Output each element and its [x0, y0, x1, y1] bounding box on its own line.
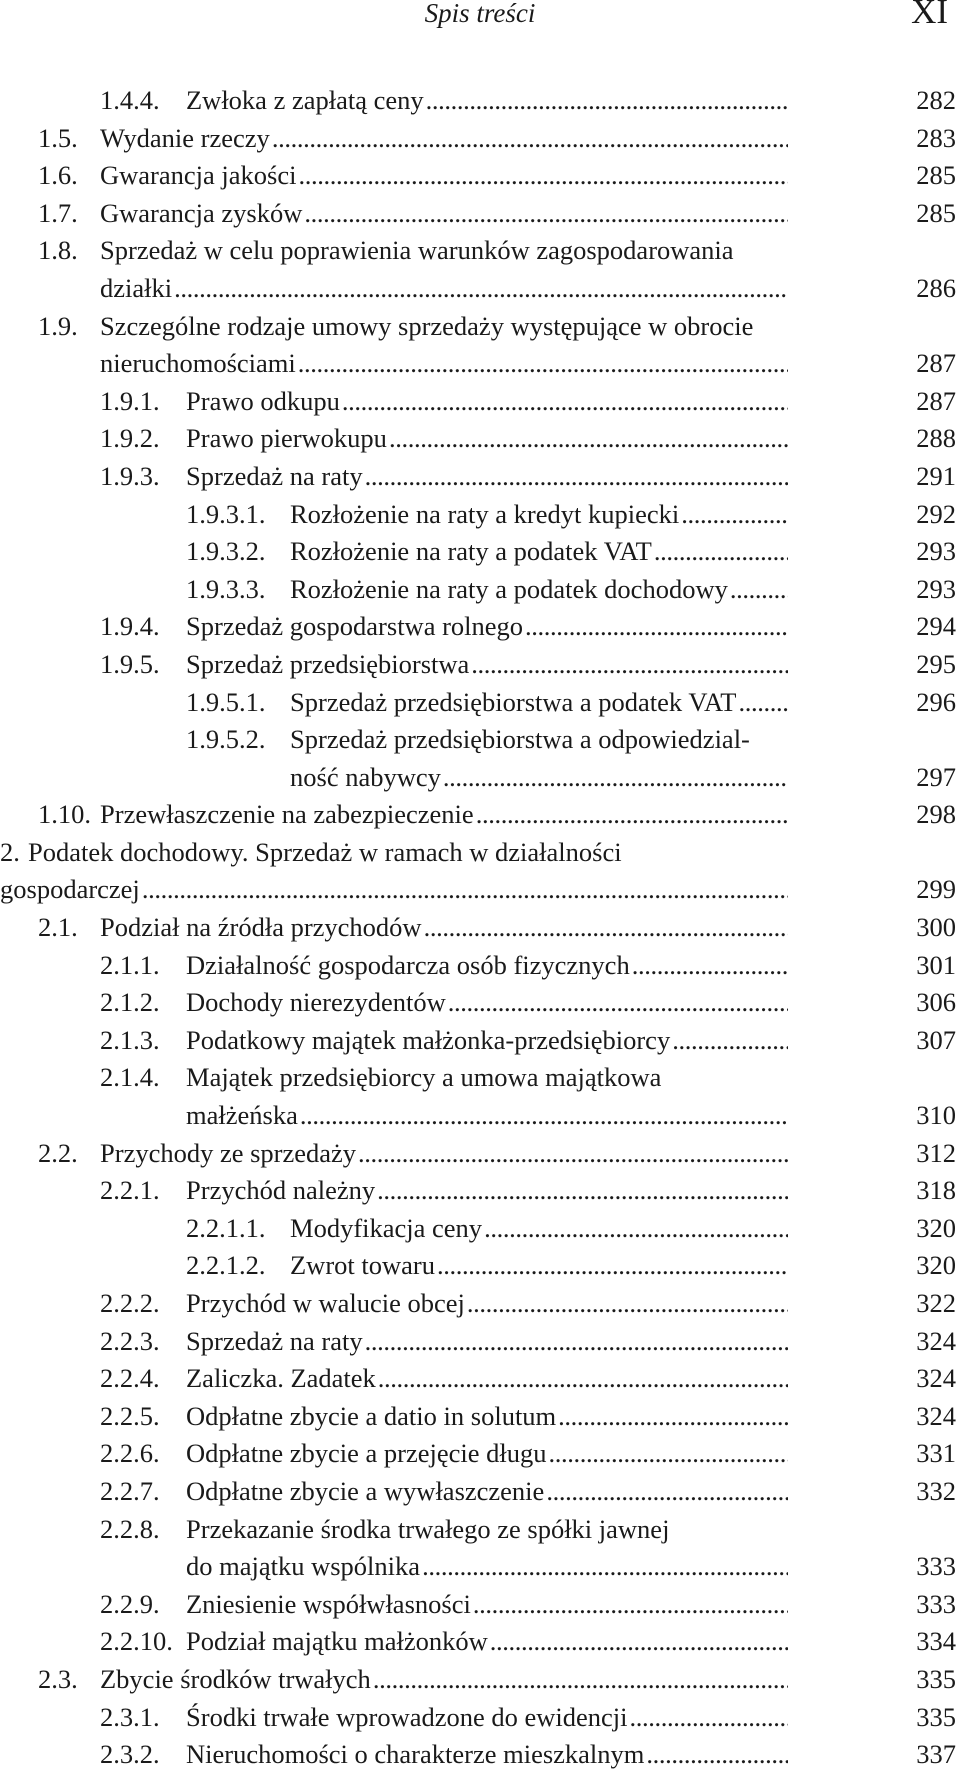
toc-entry[interactable]	[0, 608, 960, 646]
dot-leader	[630, 1699, 788, 1737]
toc-entry[interactable]	[0, 1210, 960, 1248]
toc-entry-number: 2.2.2.	[100, 1288, 160, 1318]
toc-entry[interactable]	[0, 1323, 960, 1361]
toc-entry[interactable]	[0, 1398, 960, 1436]
toc-entry-page: 287	[916, 348, 956, 379]
toc-entry-page: 283	[916, 122, 956, 153]
toc-entry-title: Nieruchomości o charakterze mieszkalnym	[186, 1739, 645, 1770]
toc-entry[interactable]	[0, 82, 960, 120]
toc-entry[interactable]	[0, 1172, 960, 1210]
toc-entry[interactable]	[0, 984, 960, 1022]
toc-entry-number: 1.9.3.3.	[186, 573, 266, 604]
toc-entry-number: 2.2.1.1.	[186, 1212, 266, 1243]
toc-entry-number: 1.9.2.	[100, 423, 160, 454]
toc-entry[interactable]	[0, 1059, 960, 1134]
toc-entry-number: 1.9.3.2.	[186, 536, 266, 567]
toc-entry-page: 282	[916, 85, 956, 115]
toc-entry[interactable]	[0, 496, 960, 534]
toc-entry-number: 1.9.3.1.	[186, 498, 266, 529]
toc-entry[interactable]	[0, 420, 960, 458]
toc-entry-title: Zwrot towaru	[290, 1250, 435, 1281]
dot-leader	[365, 1323, 788, 1361]
dot-leader	[174, 270, 788, 308]
toc-entry-number: 2.3.	[38, 1663, 78, 1694]
toc-entry-page: 287	[916, 385, 956, 416]
toc-entry-title: Przewłaszczenie na zabezpieczenie	[100, 799, 474, 830]
toc-entry-title: Gwarancja zysków	[100, 197, 303, 228]
dot-leader	[476, 796, 788, 834]
table-of-contents	[0, 82, 960, 1774]
toc-entry-title: Przychody ze sprzedaży	[100, 1137, 357, 1168]
dot-leader	[378, 1360, 788, 1398]
dot-leader	[342, 383, 788, 421]
dot-leader	[389, 420, 788, 458]
toc-entry-number: 2.2.4.	[100, 1363, 160, 1394]
toc-entry-title: Sprzedaż na raty	[186, 460, 363, 491]
toc-entry-title: Podatkowy majątek małżonka-przedsiębiorcy	[186, 1024, 671, 1055]
toc-entry-page: 296	[916, 686, 956, 717]
toc-entry-page: 298	[916, 799, 956, 830]
dot-leader	[525, 608, 788, 646]
toc-entry-title-continued: ność nabywcy	[290, 761, 441, 792]
dot-leader	[646, 1736, 788, 1774]
toc-entry-page: 291	[916, 460, 956, 491]
toc-entry-page: 285	[916, 160, 956, 191]
toc-entry[interactable]	[0, 458, 960, 496]
toc-entry-title: Sprzedaż gospodarstwa rolnego	[186, 611, 524, 642]
toc-entry-title: Środki trwałe wprowadzone do ewidencji	[186, 1701, 628, 1732]
toc-entry-title: Przekazanie środka trwałego ze spółki jawnej	[186, 1513, 670, 1544]
dot-leader	[549, 1435, 788, 1473]
toc-entry-title: Zwłoka z zapłatą ceny	[186, 85, 424, 115]
toc-entry-number: 2.2.10.	[100, 1626, 173, 1657]
toc-entry[interactable]	[0, 721, 960, 796]
toc-entry[interactable]	[0, 383, 960, 421]
toc-entry-page: 335	[916, 1663, 956, 1694]
toc-entry-title: Rozłożenie na raty a kredyt kupiecki	[290, 498, 680, 529]
toc-entry[interactable]	[0, 533, 960, 571]
toc-entry-page: 333	[916, 1551, 956, 1582]
toc-entry-page: 286	[916, 272, 956, 303]
toc-entry-number: 2.1.2.	[100, 987, 160, 1018]
toc-entry-title-continued: nieruchomościami	[100, 348, 296, 379]
toc-entry[interactable]	[0, 909, 960, 947]
toc-entry-page: 332	[916, 1475, 956, 1506]
toc-entry-page: 295	[916, 648, 956, 679]
toc-entry[interactable]	[0, 1435, 960, 1473]
toc-entry-title: Przychód należny	[186, 1175, 376, 1206]
toc-entry-number: 1.10.	[38, 799, 91, 830]
dot-leader	[473, 1586, 788, 1624]
toc-entry-title: Podatek dochodowy. Sprzedaż w ramach w działalności	[28, 836, 622, 867]
toc-entry-number: 2.3.1.	[100, 1701, 160, 1732]
dot-leader	[681, 496, 788, 534]
toc-entry-title: Gwarancja jakości	[100, 160, 297, 191]
toc-entry[interactable]	[0, 1473, 960, 1511]
toc-entry-page: 318	[916, 1175, 956, 1206]
toc-entry-number: 2.2.8.	[100, 1513, 160, 1544]
toc-entry-number: 1.9.5.1.	[186, 686, 266, 717]
toc-entry[interactable]	[0, 232, 960, 307]
toc-entry[interactable]	[0, 308, 960, 383]
toc-entry-page: 301	[916, 949, 956, 980]
toc-entry[interactable]	[0, 195, 960, 233]
dot-leader	[546, 1473, 788, 1511]
toc-entry-number: 1.9.3.	[100, 460, 160, 491]
toc-entry-title: Rozłożenie na raty a podatek VAT	[290, 536, 652, 567]
toc-entry-page: 299	[916, 874, 956, 905]
dot-leader	[300, 1097, 788, 1135]
toc-entry-title-continued: małżeńska	[186, 1100, 298, 1131]
toc-entry-title-continued: gospodarczej	[0, 874, 140, 905]
toc-entry-page: 324	[916, 1400, 956, 1431]
toc-entry-page: 306	[916, 987, 956, 1018]
toc-entry-number: 2.2.5.	[100, 1400, 160, 1431]
toc-entry-title: Prawo pierwokupu	[186, 423, 387, 454]
toc-entry-title: Sprzedaż przedsiębiorstwa	[186, 648, 470, 679]
toc-entry-page: 335	[916, 1701, 956, 1732]
dot-leader	[298, 345, 788, 383]
toc-entry-number: 2.2.9.	[100, 1588, 160, 1619]
toc-entry-title: Sprzedaż na raty	[186, 1325, 363, 1356]
toc-entry-title: Odpłatne zbycie a przejęcie długu	[186, 1438, 547, 1469]
toc-entry-title: Zaliczka. Zadatek	[186, 1363, 376, 1394]
dot-leader	[298, 157, 788, 195]
toc-entry-number: 2.2.7.	[100, 1475, 160, 1506]
toc-entry-number: 2.2.1.	[100, 1175, 160, 1206]
toc-entry-title: Działalność gospodarcza osób fizycznych	[186, 949, 630, 980]
toc-entry-title: Sprzedaż przedsiębiorstwa a podatek VAT	[290, 686, 737, 717]
toc-entry-page: 293	[916, 536, 956, 567]
page-number: XI	[911, 0, 948, 31]
toc-entry-page: 324	[916, 1325, 956, 1356]
toc-entry-page: 288	[916, 423, 956, 454]
toc-entry-title: Zniesienie współwłasności	[186, 1588, 471, 1619]
toc-entry-page: 333	[916, 1588, 956, 1619]
toc-entry[interactable]	[0, 1285, 960, 1323]
toc-entry-page: 294	[916, 611, 956, 642]
dot-leader	[272, 120, 788, 158]
toc-entry-title: Majątek przedsiębiorcy a umowa majątkowa	[186, 1062, 662, 1093]
toc-entry-title: Przychód w walucie obcej	[186, 1288, 465, 1318]
toc-entry[interactable]	[0, 1699, 960, 1737]
toc-entry[interactable]	[0, 796, 960, 834]
toc-entry-number: 1.9.4.	[100, 611, 160, 642]
toc-entry[interactable]	[0, 1586, 960, 1624]
toc-entry-title: Sprzedaż w celu poprawienia warunków zagospodarowania	[100, 235, 734, 266]
dot-leader	[672, 1022, 788, 1060]
toc-entry-page: 324	[916, 1363, 956, 1394]
toc-entry-title: Dochody nierezydentów	[186, 987, 446, 1018]
dot-leader	[373, 1661, 788, 1699]
toc-entry-page: 334	[916, 1626, 956, 1657]
toc-entry-number: 2.1.4.	[100, 1062, 160, 1093]
toc-entry-page: 285	[916, 197, 956, 228]
toc-entry-page: 312	[916, 1137, 956, 1168]
dot-leader	[365, 458, 788, 496]
dot-leader	[632, 947, 788, 985]
toc-entry[interactable]	[0, 646, 960, 684]
running-header-title: Spis treści	[424, 0, 536, 28]
toc-entry-number: 2.3.2.	[100, 1739, 160, 1770]
toc-entry-number: 2.2.3.	[100, 1325, 160, 1356]
toc-entry-number: 2.1.	[38, 912, 78, 943]
toc-entry-number: 2.2.	[38, 1137, 78, 1168]
toc-entry-page: 300	[916, 912, 956, 943]
toc-entry-number: 2.2.1.2.	[186, 1250, 266, 1281]
dot-leader	[558, 1398, 788, 1436]
dot-leader	[437, 1247, 788, 1285]
dot-leader	[738, 684, 788, 722]
toc-entry-title: Podział na źródła przychodów	[100, 912, 422, 943]
toc-entry[interactable]	[0, 1511, 960, 1586]
toc-entry-title: Modyfikacja ceny	[290, 1212, 483, 1243]
toc-entry[interactable]	[0, 1022, 960, 1060]
dot-leader	[448, 984, 788, 1022]
dot-leader	[471, 646, 788, 684]
toc-entry-title: Szczególne rodzaje umowy sprzedaży występujące w obrocie	[100, 310, 754, 341]
dot-leader	[358, 1135, 788, 1173]
dot-leader	[422, 1548, 788, 1586]
toc-entry-title-continued: działki	[100, 272, 173, 303]
toc-entry-number: 2.	[0, 836, 20, 867]
toc-entry[interactable]	[0, 684, 960, 722]
dot-leader	[142, 871, 788, 909]
dot-leader	[490, 1623, 788, 1661]
toc-entry-title: Wydanie rzeczy	[100, 122, 270, 153]
toc-entry-title: Podział majątku małżonków	[186, 1626, 488, 1657]
toc-entry[interactable]	[0, 1247, 960, 1285]
toc-entry-number: 1.6.	[38, 160, 78, 191]
toc-entry-title: Prawo odkupu	[186, 385, 340, 416]
toc-entry-number: 1.5.	[38, 122, 78, 153]
dot-leader	[304, 195, 788, 233]
toc-entry[interactable]	[0, 1135, 960, 1173]
toc-entry-number: 1.8.	[38, 235, 78, 266]
toc-entry[interactable]	[0, 947, 960, 985]
toc-entry-page: 337	[916, 1739, 956, 1770]
dot-leader	[377, 1172, 788, 1210]
toc-entry-page: 331	[916, 1438, 956, 1469]
toc-entry-page: 297	[916, 761, 956, 792]
toc-entry-title: Odpłatne zbycie a wywłaszczenie	[186, 1475, 545, 1506]
toc-entry-title: Sprzedaż przedsiębiorstwa a odpowiedzial-	[290, 724, 750, 755]
toc-entry-number: 1.4.4.	[100, 85, 160, 115]
toc-entry-page: 293	[916, 573, 956, 604]
toc-entry-page: 320	[916, 1212, 956, 1243]
toc-entry-title-continued: do majątku wspólnika	[186, 1551, 421, 1582]
dot-leader	[467, 1285, 788, 1323]
dot-leader	[484, 1210, 788, 1248]
toc-entry-page: 292	[916, 498, 956, 529]
toc-entry-title: Rozłożenie na raty a podatek dochodowy	[290, 573, 728, 604]
dot-leader	[424, 909, 788, 947]
toc-entry-title: Odpłatne zbycie a datio in solutum	[186, 1400, 557, 1431]
toc-entry-number: 1.9.	[38, 310, 78, 341]
toc-entry[interactable]	[0, 157, 960, 195]
dot-leader	[730, 571, 788, 609]
toc-entry-page: 320	[916, 1250, 956, 1281]
toc-entry-number: 2.1.3.	[100, 1024, 160, 1055]
toc-entry-page: 307	[916, 1024, 956, 1055]
toc-entry[interactable]	[0, 1736, 960, 1774]
toc-entry[interactable]	[0, 571, 960, 609]
toc-entry-page: 310	[916, 1100, 956, 1131]
dot-leader	[654, 533, 788, 571]
dot-leader	[443, 759, 788, 797]
toc-entry[interactable]	[0, 1661, 960, 1699]
toc-entry-number: 1.9.5.	[100, 648, 160, 679]
toc-entry-number: 2.1.1.	[100, 949, 160, 980]
toc-entry[interactable]	[0, 1623, 960, 1661]
dot-leader	[426, 82, 788, 120]
toc-entry-number: 1.7.	[38, 197, 78, 228]
toc-entry-number: 1.9.5.2.	[186, 724, 266, 755]
toc-entry[interactable]	[0, 1360, 960, 1398]
toc-entry-page: 322	[916, 1288, 956, 1318]
toc-entry[interactable]	[0, 834, 960, 909]
toc-entry-title: Zbycie środków trwałych	[100, 1663, 371, 1694]
toc-entry-number: 2.2.6.	[100, 1438, 160, 1469]
toc-entry[interactable]	[0, 120, 960, 158]
toc-entry-number: 1.9.1.	[100, 385, 160, 416]
